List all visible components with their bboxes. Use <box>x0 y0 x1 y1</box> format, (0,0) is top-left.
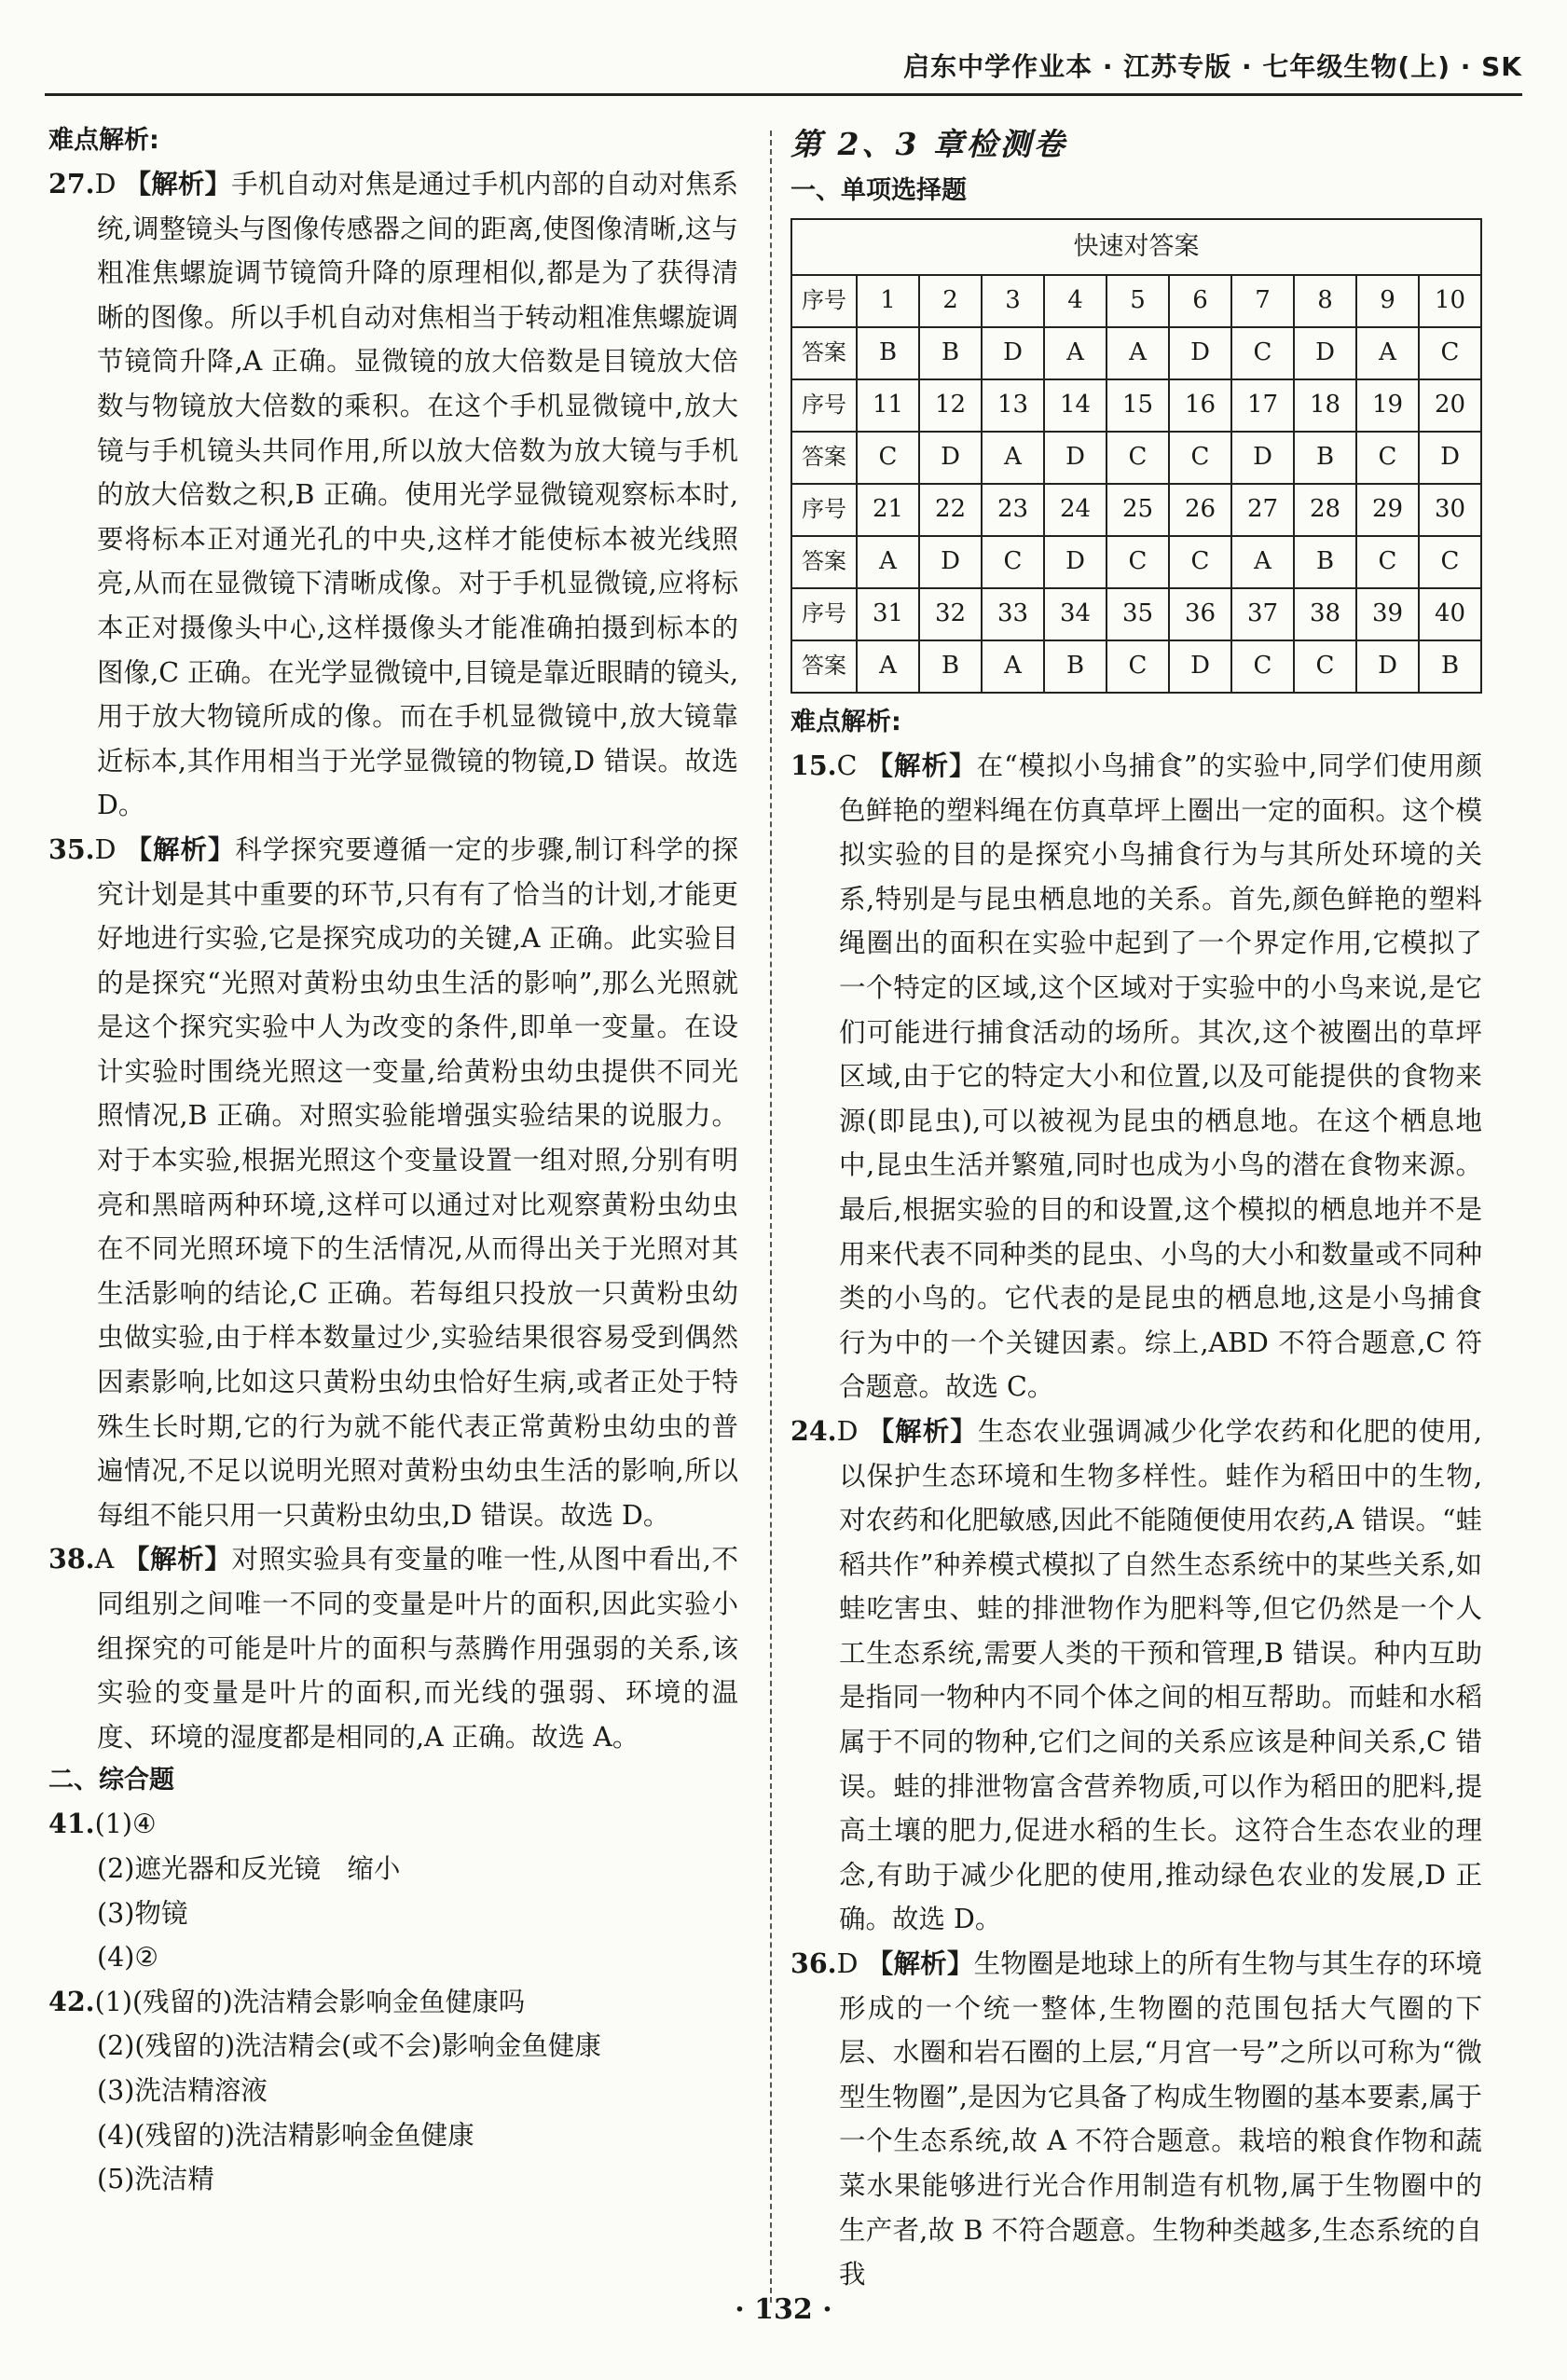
sub-answer: (3)洗洁精溶液 <box>97 2074 268 2106</box>
answer-cell: D <box>1356 640 1419 693</box>
answer-cell: D <box>919 432 982 484</box>
item-text: 生物圈是地球上的所有生物与其生存的环境形成的一个统一整体,生物圈的范围包括大气圈的下层、水圈和岩石圈的上层,“月宫一号”之所以可称为“微型生物圈”,是因为它具备了构成生物圈的基本要素,属于一个生态系统,故 A 不符合题意。栽培的粮食作物和蔬菜水果能够进行光合作用制造有机物,属于生物圈中的生产者,故 B 不符合题意。生物种类越多,生态系统的自我 <box>839 1948 1482 2291</box>
table-row-answers <box>791 432 1481 484</box>
answer-cell: C <box>1169 536 1231 588</box>
running-header: 启东中学作业本 · 江苏专版 · 七年级生物(上) · SK <box>903 51 1522 82</box>
answer-cell: D <box>1419 432 1481 484</box>
analysis-tag: 【解析】 <box>866 1948 974 1980</box>
difficulty-heading-left: 难点解析: <box>48 126 159 155</box>
table-row-numbers <box>791 275 1481 327</box>
answer-item-15 <box>790 744 1482 1410</box>
table-row-answers <box>791 327 1481 379</box>
question-number-cell: 18 <box>1294 379 1356 432</box>
sub-answer: (2)(残留的)洗洁精会(或不会)影响金鱼健康 <box>97 2030 601 2062</box>
difficulty-heading-right: 难点解析: <box>790 708 901 736</box>
answer-cell: A <box>857 536 919 588</box>
table-row-numbers <box>791 484 1481 536</box>
item-number: 36. <box>790 1947 837 1980</box>
answer-item-36 <box>790 1942 1482 2297</box>
table-row-answers <box>791 536 1481 588</box>
answer-cell: C <box>1231 640 1294 693</box>
answer-cell: C <box>1107 640 1169 693</box>
item-number: 41. <box>48 1808 95 1840</box>
left-column <box>48 119 738 2202</box>
answer-cell: D <box>919 536 982 588</box>
question-number-cell: 40 <box>1419 588 1481 640</box>
item-text: 生态农业强调减少化学农药和化肥的使用,以保护生态环境和生物多样性。蛙作为稻田中的生物,对农药和化肥敏感,因此不能随便使用农药,A 错误。“蛙稻共作”种养模式模拟了自然生态系统中的某些关系,如蛙吃害虫、蛙的排泄物作为肥料等,但它仍然是一个人工生态系统,需要人类的干预和管理,B 错误。种内互助是指同一物种内不同个体之间的相互帮助。而蛙和水稻属于不同的物种,它们之间的关系应该是种间关系,C 错误。蛙的排泄物富含营养物质,可以作为稻田的肥料,提高土壤的肥力,促进水稻的生长。这符合生态农业的理念,有助于减少化肥的使用,推动绿色农业的发展,D 正确。故选 D。 <box>839 1415 1482 1935</box>
header-rule <box>45 93 1522 96</box>
question-number-cell: 4 <box>1044 275 1107 327</box>
question-number-cell: 29 <box>1356 484 1419 536</box>
question-number-cell: 25 <box>1107 484 1169 536</box>
question-number-cell: 23 <box>982 484 1044 536</box>
right-column <box>790 119 1482 2297</box>
answer-cell: C <box>982 536 1044 588</box>
answer-cell: C <box>1107 432 1169 484</box>
question-number-cell: 24 <box>1044 484 1107 536</box>
question-number-cell: 37 <box>1231 588 1294 640</box>
question-number-cell: 8 <box>1294 275 1356 327</box>
analysis-tag: 【解析】 <box>124 169 232 199</box>
item-text: 在“模拟小鸟捕食”的实验中,同学们使用颜色鲜艳的塑料绳在仿真草坪上圈出一定的面积。这个模拟实验的目的是探究小鸟捕食行为与其所处环境的关系,特别是与昆虫栖息地的关系。首先,颜色鲜艳的塑料绳圈出的面积在实验中起到了一个界定作用,它模拟了一个特定的区域,这个区域对于实验中的小鸟来说,是它们可能进行捕食活动的场所。其次,这个被圈出的草坪区域,由于它的特定大小和位置,以及可能提供的食物来源(即昆虫),可以被视为昆虫的栖息地。在这个栖息地中,昆虫生活并繁殖,同时也成为小鸟的潜在食物来源。最后,根据实验的目的和设置,这个模拟的栖息地并不是用来代表不同种类的昆虫、小鸟的大小和数量或不同种类的小鸟的。它代表的是昆虫的栖息地,这是小鸟捕食行为中的一个关键因素。综上,ABD 不符合题意,C 符合题意。故选 C。 <box>839 750 1482 1403</box>
answer-cell: B <box>857 327 919 379</box>
analysis-tag: 【解析】 <box>125 833 236 865</box>
item-number: 15. <box>790 750 837 781</box>
question-number-cell: 3 <box>982 275 1044 327</box>
answer-item-35 <box>48 828 738 1538</box>
question-number-cell: 32 <box>919 588 982 640</box>
analysis-tag: 【解析】 <box>866 750 977 781</box>
answer-cell: C <box>1294 640 1356 693</box>
question-number-cell: 33 <box>982 588 1044 640</box>
answer-cell: A <box>1044 327 1107 379</box>
item-number: 35. <box>48 832 95 865</box>
item-text: 科学探究要遵循一定的步骤,制订科学的探究计划是其中重要的环节,只有有了恰当的计划,才能更好地进行实验,它是探究成功的关键,A 正确。此实验目的是探究“光照对黄粉虫幼虫生活的影响”,那么光照就是这个探究实验中人为改变的条件,即单一变量。在设计实验时围绕光照这一变量,给黄粉虫幼虫提供不同光照情况,B 正确。对照实验能增强实验结果的说服力。对于本实验,根据光照这个变量设置一组对照,分别有明亮和黑暗两种环境,这样可以通过对比观察黄粉虫幼虫在不同光照环境下的生活情况,从而得出关于光照对其生活影响的结论,C 正确。若每组只投放一只黄粉虫幼虫做实验,由于样本数量过少,实验结果很容易受到偶然因素影响,比如这只黄粉虫幼虫恰好生病,或者正处于特殊生长时期,它的行为就不能代表正常黄粉虫幼虫的普遍情况,不足以说明光照对黄粉虫幼虫生活的影响,所以每组不能只用一只黄粉虫幼虫,D 错误。故选 D。 <box>97 833 739 1531</box>
question-number-cell: 13 <box>982 379 1044 432</box>
answer-cell: C <box>1356 432 1419 484</box>
answer-cell: D <box>1294 327 1356 379</box>
item-answer: A <box>94 1544 115 1575</box>
question-number-cell: 38 <box>1294 588 1356 640</box>
question-number-cell: 26 <box>1169 484 1231 536</box>
question-number-cell: 35 <box>1107 588 1169 640</box>
answer-cell: C <box>1107 536 1169 588</box>
row-label: 答案 <box>791 536 857 588</box>
question-number-cell: 5 <box>1107 275 1169 327</box>
question-number-cell: 39 <box>1356 588 1419 640</box>
question-number-cell: 21 <box>857 484 919 536</box>
answer-cell: D <box>1231 432 1294 484</box>
item-text: 对照实验具有变量的唯一性,从图中看出,不同组别之间唯一不同的变量是叶片的面积,因此实验小组探究的可能是叶片的面积与蒸腾作用强弱的关系,该实验的变量是叶片的面积,而光线的强弱、环境的温度、环境的湿度都是相同的,A 正确。故选 A。 <box>97 1544 738 1753</box>
sub-answer: (2)遮光器和反光镜 缩小 <box>97 1852 401 1884</box>
question-number-cell: 30 <box>1419 484 1481 536</box>
question-number-cell: 9 <box>1356 275 1419 327</box>
sub-answer: (4)② <box>97 1942 158 1974</box>
answer-cell: C <box>1419 536 1481 588</box>
question-number-cell: 15 <box>1107 379 1169 432</box>
row-label: 序号 <box>791 484 857 536</box>
question-number-cell: 20 <box>1419 379 1481 432</box>
analysis-tag: 【解析】 <box>867 1415 978 1447</box>
item-answer: D <box>836 1948 859 1980</box>
question-number-cell: 16 <box>1169 379 1231 432</box>
answer-item-41 <box>48 1802 738 1847</box>
row-label: 序号 <box>791 588 857 640</box>
answer-cell: D <box>1169 640 1231 693</box>
answer-item-38 <box>48 1537 738 1759</box>
table-row-numbers <box>791 588 1481 640</box>
chapter-test-title: 第 2、3 章检测卷 <box>790 126 1067 162</box>
question-number-cell: 27 <box>1231 484 1294 536</box>
answer-item-24 <box>790 1410 1482 1942</box>
answer-cell: B <box>1294 432 1356 484</box>
question-number-cell: 19 <box>1356 379 1419 432</box>
question-number-cell: 6 <box>1169 275 1231 327</box>
question-number-cell: 17 <box>1231 379 1294 432</box>
question-number-cell: 12 <box>919 379 982 432</box>
answer-cell: D <box>1044 432 1107 484</box>
question-number-cell: 11 <box>857 379 919 432</box>
answer-cell: C <box>1231 327 1294 379</box>
row-label: 答案 <box>791 432 857 484</box>
item-number: 27. <box>48 168 95 199</box>
answer-cell: C <box>1356 536 1419 588</box>
sub-answer: (4)(残留的)洗洁精影响金鱼健康 <box>97 2119 474 2151</box>
answer-cell: D <box>1044 536 1107 588</box>
answer-cell: B <box>1044 640 1107 693</box>
answer-cell: A <box>1231 536 1294 588</box>
question-number-cell: 2 <box>919 275 982 327</box>
table-row-numbers <box>791 379 1481 432</box>
row-label: 答案 <box>791 640 857 693</box>
answer-cell: A <box>982 640 1044 693</box>
answer-cell: A <box>857 640 919 693</box>
answer-cell: A <box>1107 327 1169 379</box>
column-divider <box>770 131 772 2303</box>
question-number-cell: 34 <box>1044 588 1107 640</box>
question-number-cell: 36 <box>1169 588 1231 640</box>
table-row-answers <box>791 640 1481 693</box>
item-answer: D <box>94 169 117 199</box>
answer-cell: C <box>1419 327 1481 379</box>
item-answer: D <box>94 833 117 865</box>
answer-cell: B <box>919 640 982 693</box>
item-answer: D <box>836 1415 859 1447</box>
answer-cell: A <box>982 432 1044 484</box>
answer-cell: D <box>982 327 1044 379</box>
answer-item-27 <box>48 162 738 828</box>
section2-heading: 二、综合题 <box>48 1766 174 1795</box>
question-number-cell: 28 <box>1294 484 1356 536</box>
answer-cell: D <box>1169 327 1231 379</box>
row-label: 答案 <box>791 327 857 379</box>
item-answer: C <box>836 750 858 781</box>
sub-answer: (5)洗洁精 <box>97 2164 214 2195</box>
answer-item-42 <box>48 1980 738 2025</box>
row-label: 序号 <box>791 275 857 327</box>
table-caption: 快速对答案 <box>791 219 1481 275</box>
question-number-cell: 1 <box>857 275 919 327</box>
sub-answer: (3)物镜 <box>97 1897 188 1929</box>
question-number-cell: 22 <box>919 484 982 536</box>
item-number: 42. <box>48 1985 95 2017</box>
item-number: 24. <box>790 1414 837 1447</box>
question-number-cell: 31 <box>857 588 919 640</box>
question-number-cell: 10 <box>1419 275 1481 327</box>
answer-cell: B <box>1294 536 1356 588</box>
answer-cell: C <box>1169 432 1231 484</box>
analysis-tag: 【解析】 <box>122 1544 232 1575</box>
page-number: · 132 · <box>735 2293 832 2326</box>
question-number-cell: 7 <box>1231 275 1294 327</box>
sub-answer: (1)④ <box>94 1809 157 1840</box>
answer-cell: A <box>1356 327 1419 379</box>
item-text: 手机自动对焦是通过手机内部的自动对焦系统,调整镜头与图像传感器之间的距离,使图像清晰,这与粗准焦螺旋调节镜筒升降的原理相似,都是为了获得清晰的图像。所以手机自动对焦相当于转动粗准焦螺旋调节镜筒升降,A 正确。显微镜的放大倍数是目镜放大倍数与物镜放大倍数的乘积。在这个手机显微镜中,放大镜与手机镜头共同作用,所以放大倍数为放大镜与手机的放大倍数之积,B 正确。使用光学显微镜观察标本时,要将标本正对通光孔的中央,这样才能使标本被光线照亮,从而在显微镜下清晰成像。对于手机显微镜,应将标本正对摄像头中心,这样摄像头才能准确拍摄到标本的图像,C 正确。在光学显微镜中,目镜是靠近眼睛的镜头,用于放大物镜所成的像。而在手机显微镜中,放大镜靠近标本,其作用相当于光学显微镜的物镜,D 错误。故选 D。 <box>97 169 738 821</box>
answer-cell: B <box>1419 640 1481 693</box>
sub-answer: (1)(残留的)洗洁精会影响金鱼健康吗 <box>94 1986 526 2017</box>
item-number: 38. <box>48 1543 95 1575</box>
quick-answer-table <box>790 218 1482 694</box>
row-label: 序号 <box>791 379 857 432</box>
answer-cell: B <box>919 327 982 379</box>
section1-heading: 一、单项选择题 <box>790 176 967 205</box>
answer-cell: C <box>857 432 919 484</box>
question-number-cell: 14 <box>1044 379 1107 432</box>
